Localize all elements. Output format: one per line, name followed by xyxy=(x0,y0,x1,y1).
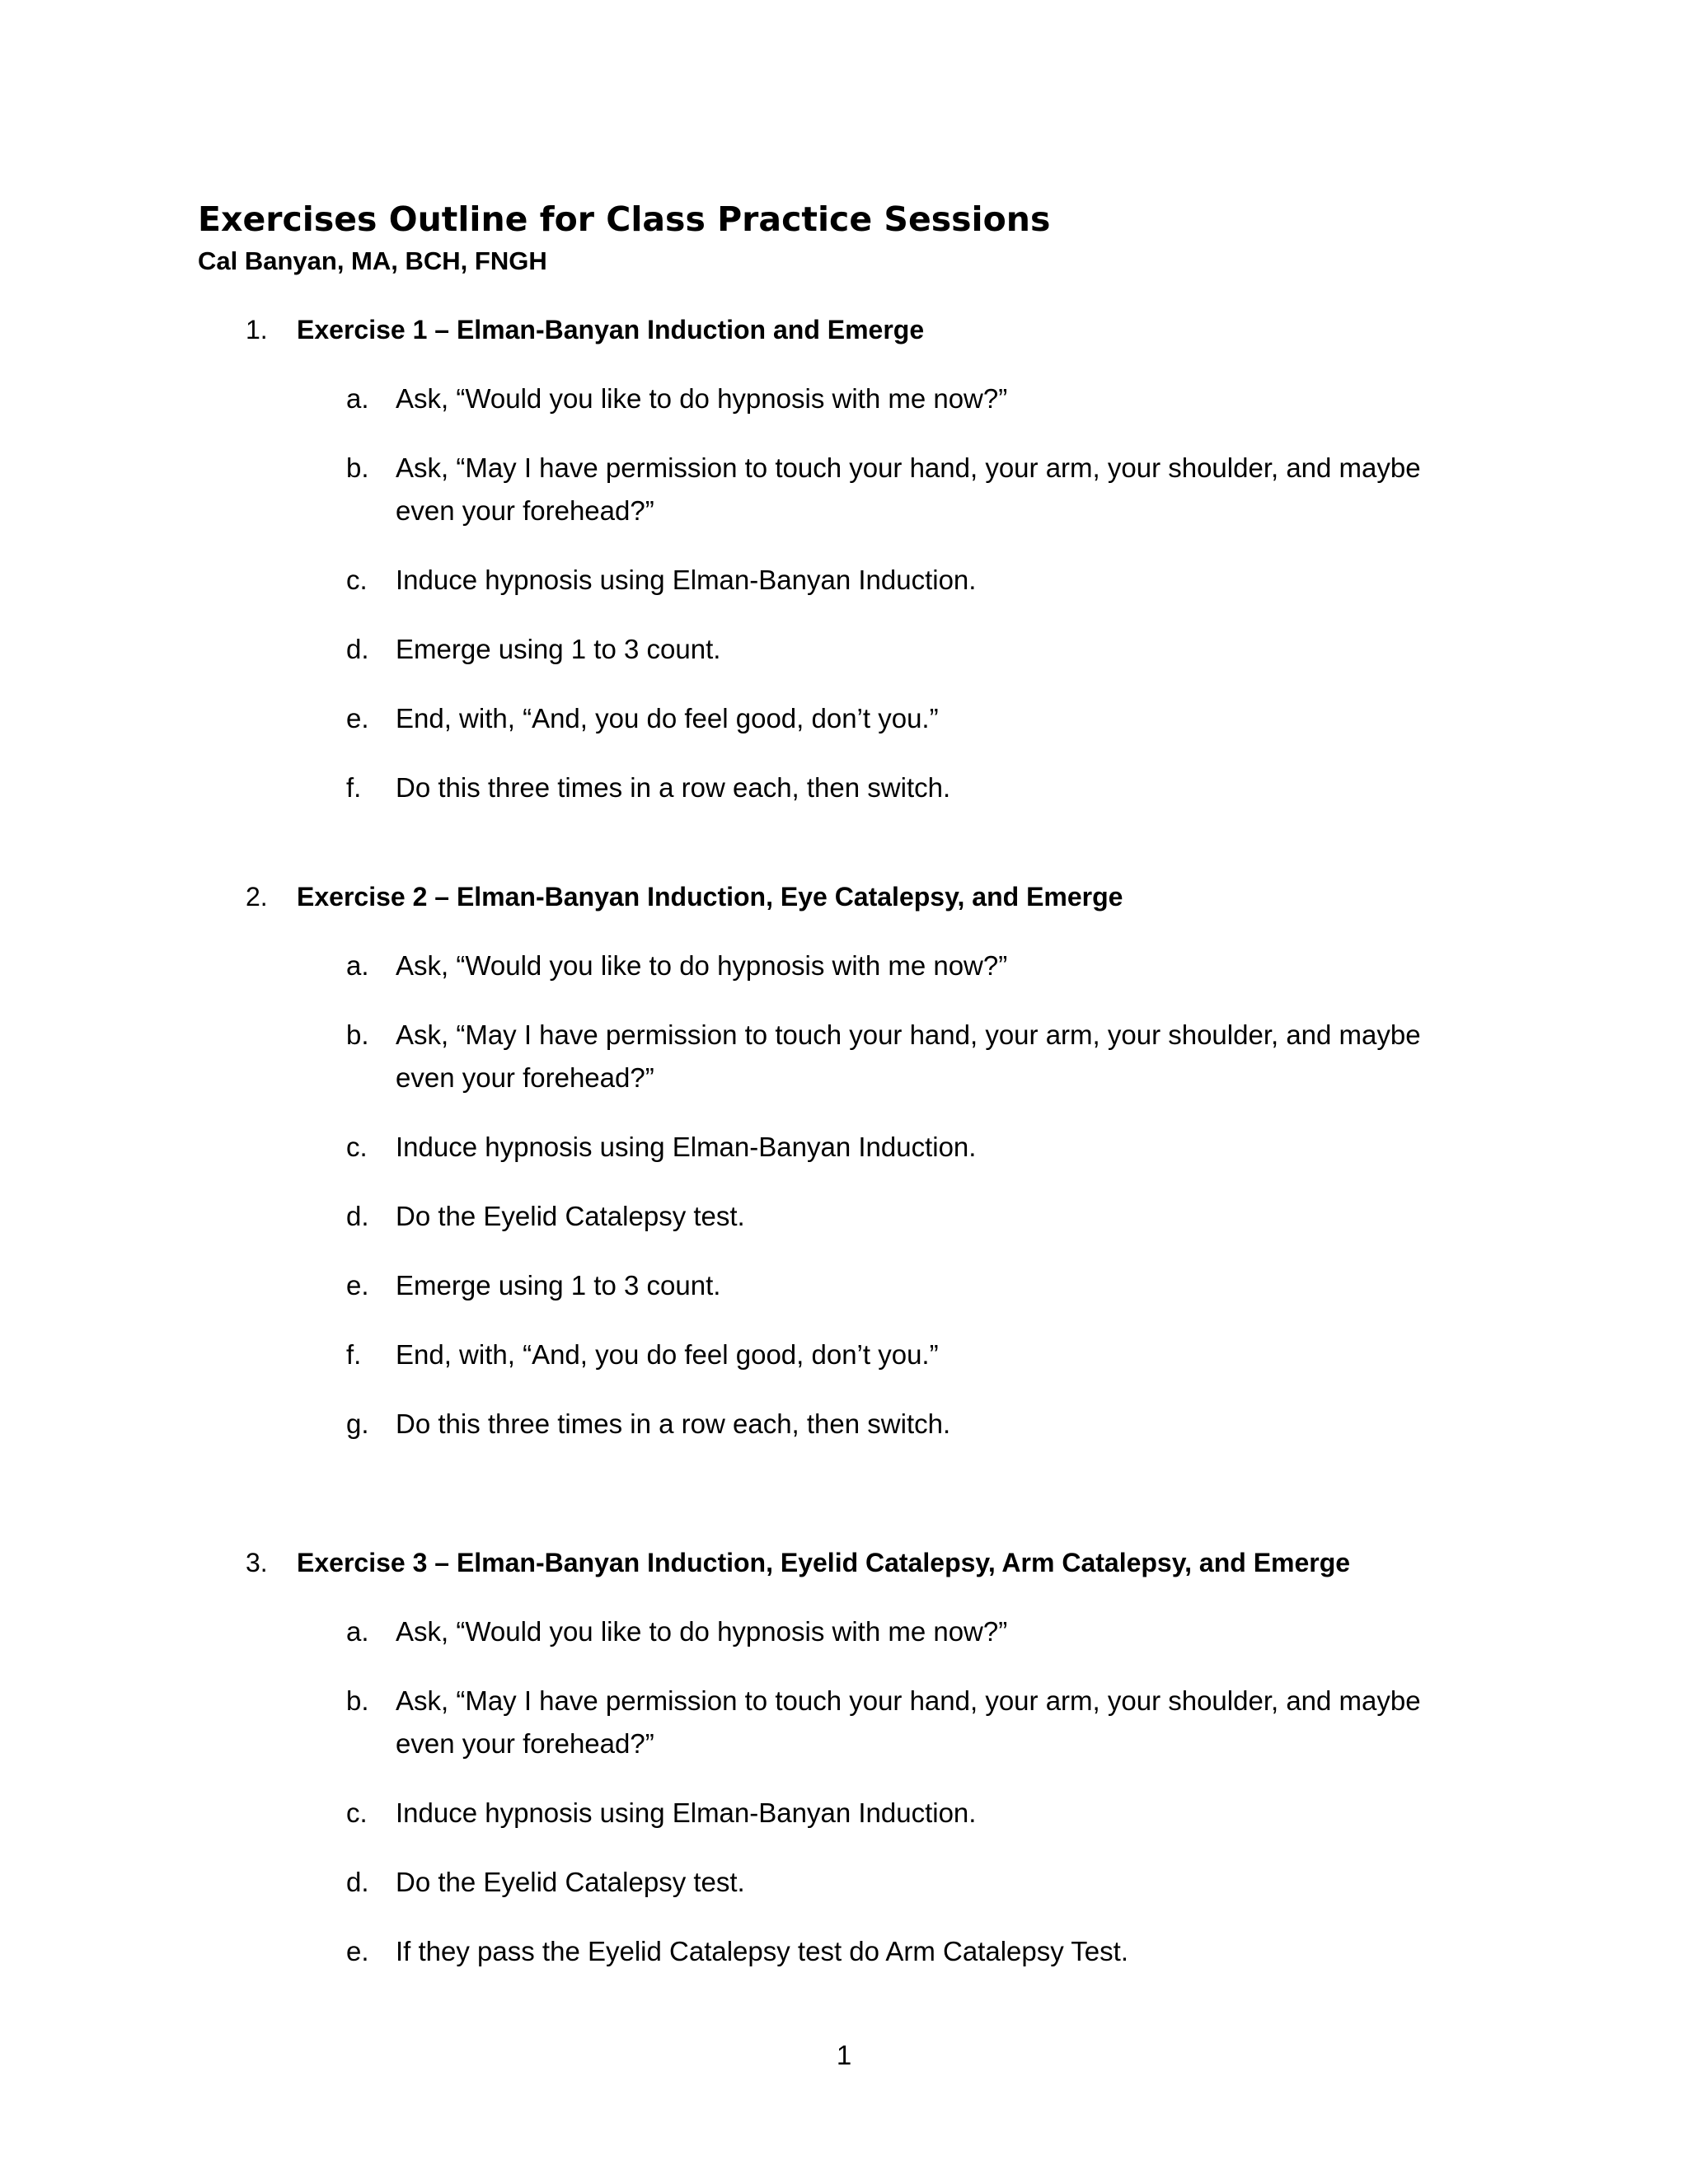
document-title: Exercises Outline for Class Practice Sessions xyxy=(198,199,1051,239)
list-item-letter: a. xyxy=(346,383,369,414)
list-item-text: If they pass the Eyelid Catalepsy test do Arm Catalepsy Test. xyxy=(396,1936,1129,1966)
list-item-text: Induce hypnosis using Elman-Banyan Induction. xyxy=(396,565,977,595)
list-item-letter: c. xyxy=(346,565,368,595)
list-item-text: Ask, “Would you like to do hypnosis with me now?” xyxy=(396,950,1008,981)
list-item-text: Ask, “May I have permission to touch your hand, your arm, your shoulder, and maybe even your forehead?” xyxy=(396,1019,1421,1093)
list-item-letter: c. xyxy=(346,1132,368,1162)
list-item-text: Do the Eyelid Catalepsy test. xyxy=(396,1867,745,1897)
list-item-text: Do the Eyelid Catalepsy test. xyxy=(396,1201,745,1231)
list-item-letter: b. xyxy=(346,1019,369,1050)
exercise-title: Exercise 3 – Elman-Banyan Induction, Eyelid Catalepsy, Arm Catalepsy, and Emerge xyxy=(297,1548,1351,1577)
exercise-title: Exercise 1 – Elman-Banyan Induction and Emerge xyxy=(297,315,925,344)
exercise-number: 2. xyxy=(246,882,268,912)
document-author: Cal Banyan, MA, BCH, FNGH xyxy=(198,246,547,275)
list-item-text: Emerge using 1 to 3 count. xyxy=(396,634,721,664)
list-item-text: Emerge using 1 to 3 count. xyxy=(396,1270,721,1301)
list-item-text: Induce hypnosis using Elman-Banyan Induction. xyxy=(396,1797,977,1828)
list-item-letter: b. xyxy=(346,452,369,483)
exercise-title: Exercise 2 – Elman-Banyan Induction, Eye Catalepsy, and Emerge xyxy=(297,882,1123,912)
list-item-letter: e. xyxy=(346,1270,369,1301)
list-item-text: End, with, “And, you do feel good, don’t you.” xyxy=(396,1339,939,1370)
exercise-number: 3. xyxy=(246,1548,268,1577)
list-item-letter: e. xyxy=(346,703,369,733)
list-item-letter: d. xyxy=(346,1867,369,1897)
list-item-letter: g. xyxy=(346,1408,369,1439)
list-item-text: Do this three times in a row each, then switch. xyxy=(396,772,951,803)
list-item-text: Ask, “May I have permission to touch your hand, your arm, your shoulder, and maybe even your forehead?” xyxy=(396,452,1421,526)
list-item-letter: a. xyxy=(346,950,369,981)
list-item-letter: d. xyxy=(346,634,369,664)
list-item-letter: a. xyxy=(346,1616,369,1647)
list-item-text: Induce hypnosis using Elman-Banyan Induction. xyxy=(396,1132,977,1162)
list-item-text: Ask, “May I have permission to touch your hand, your arm, your shoulder, and maybe even your forehead?” xyxy=(396,1685,1421,1759)
list-item-letter: c. xyxy=(346,1797,368,1828)
list-item-text: Do this three times in a row each, then switch. xyxy=(396,1408,951,1439)
list-item-letter: d. xyxy=(346,1201,369,1231)
list-item-letter: e. xyxy=(346,1936,369,1966)
list-item-text: Ask, “Would you like to do hypnosis with me now?” xyxy=(396,1616,1008,1647)
list-item-text: End, with, “And, you do feel good, don’t you.” xyxy=(396,703,939,733)
list-item-text: Ask, “Would you like to do hypnosis with me now?” xyxy=(396,383,1008,414)
page-number: 1 xyxy=(836,2040,852,2070)
list-item-letter: b. xyxy=(346,1685,369,1716)
list-item-letter: f. xyxy=(346,1339,362,1370)
exercise-number: 1. xyxy=(246,315,268,344)
list-item-letter: f. xyxy=(346,772,362,803)
